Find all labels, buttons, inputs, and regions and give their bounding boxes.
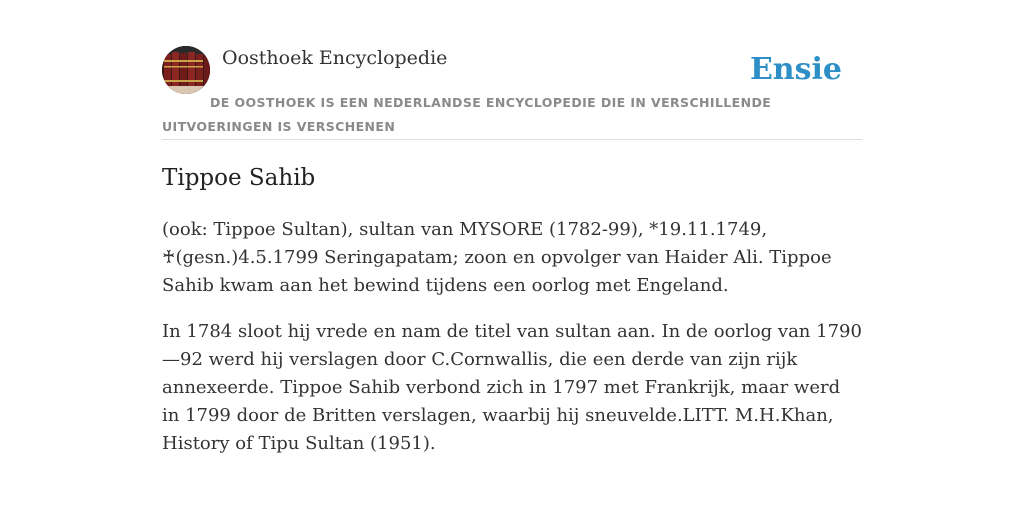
site-header	[162, 46, 862, 140]
site-tagline	[162, 91, 862, 139]
article-paragraph-1: (ook: Tippoe Sultan), sultan van MYSORE (1782-99), *19.11.1749, ♰(gesn.)4.5.1799 Seringapatam; zoon en opvolger van Haider Ali. Tippoe Sahib kwam aan het bewind tijdens een oorlog met Engeland.	[162, 219, 832, 296]
tagline-text: DE OOSTHOEK IS EEN NEDERLANDSE ENCYCLOPEDIE DIE IN VERSCHILLENDE UITVOERINGEN IS VERSCHENEN	[162, 95, 772, 134]
article	[162, 162, 862, 458]
article-title: Tippoe Sahib	[162, 165, 316, 191]
encyclopedia-books-icon[interactable]	[162, 46, 210, 94]
site-title-link[interactable]: Oosthoek Encyclopedie	[222, 47, 448, 69]
brand-logo-link[interactable]: Ensie	[749, 52, 842, 87]
article-paragraph-2: In 1784 sloot hij vrede en nam de titel van sultan aan. In de oorlog van 1790 —92 werd hij verslagen door C.Cornwallis, die een derde van zijn rijk annexeerde. Tippoe Sahib verbond zich in 1797 met Frankrijk, maar werd in 1799 door de Britten verslagen, waarbij hij sneuvelde.LITT. M.H.Khan, History of Tipu Sultan (1951).	[162, 321, 862, 454]
